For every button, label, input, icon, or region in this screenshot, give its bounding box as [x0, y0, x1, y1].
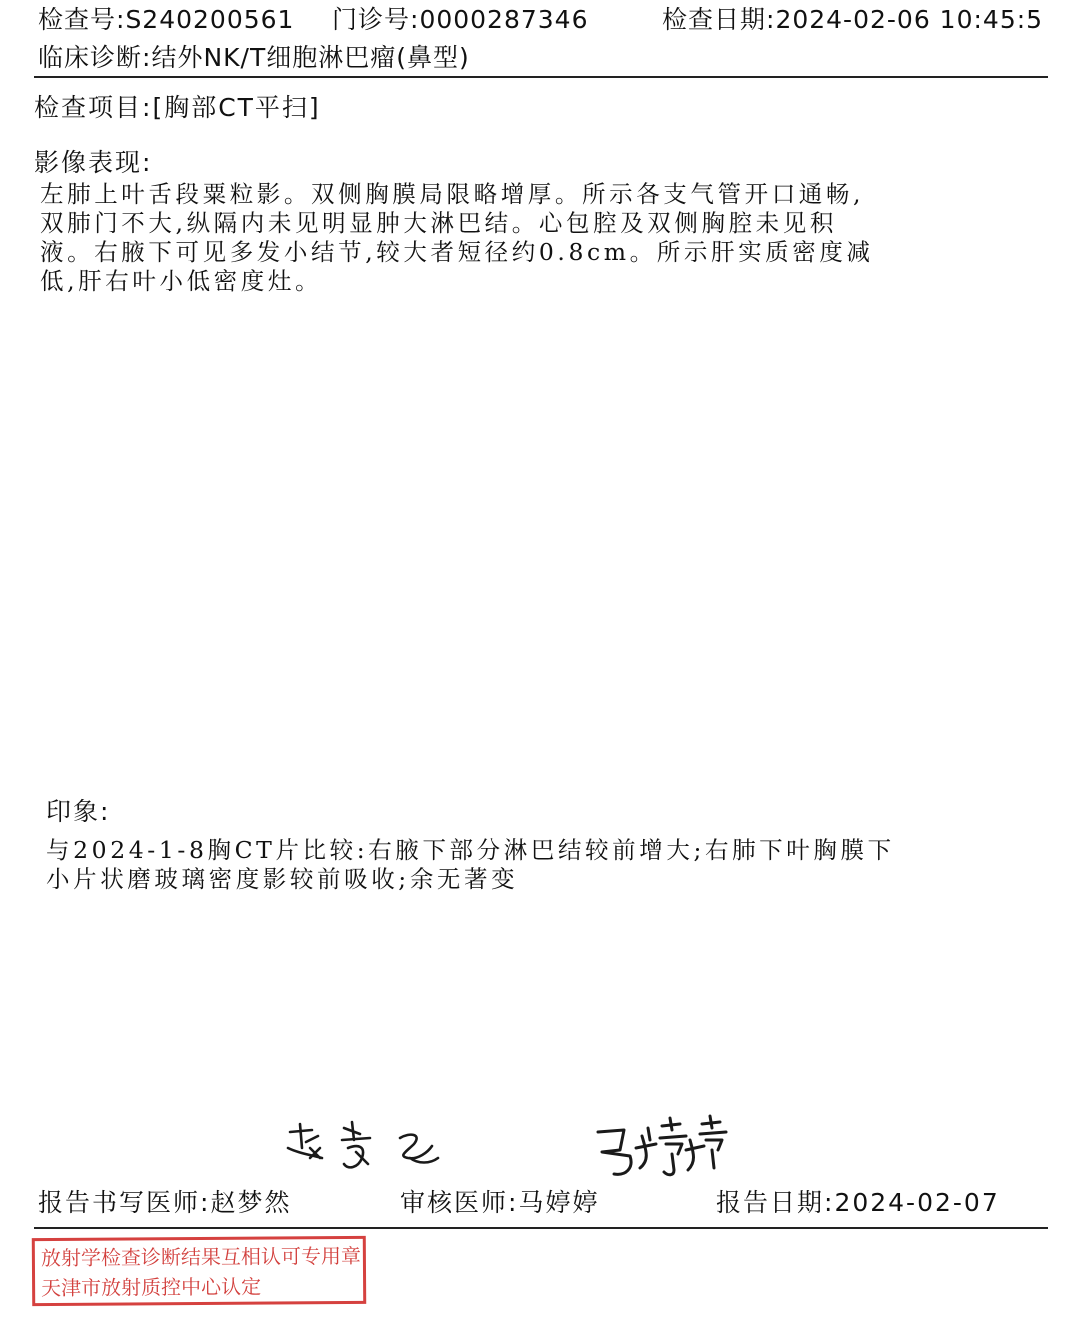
report-writer: [38, 1183, 291, 1219]
impression-line: 小片状磨玻璃密度影较前吸收;余无著变: [46, 865, 519, 893]
findings-line: 左肺上叶舌段粟粒影。双侧胸膜局限略增厚。所示各支气管开口通畅,: [40, 180, 865, 208]
clinic-number: [332, 0, 589, 36]
report-date-label: 报告日期:: [716, 1188, 835, 1217]
reviewer: [400, 1183, 599, 1219]
exam-date-label: 检查日期:: [662, 5, 776, 34]
stamp-line-1: 放射学检查诊断结果互相认可专用章: [40, 1243, 361, 1271]
exam-item: [34, 88, 321, 124]
writer-signature: [282, 1118, 452, 1182]
impression-line: 与2024-1-8胸CT片比较:右腋下部分淋巴结较前增大;右肺下叶胸膜下: [46, 836, 895, 864]
reviewer-name: 马婷婷: [518, 1188, 600, 1217]
exam-item-label: 检查项目:: [34, 93, 153, 122]
report-date-value: 2024-02-07: [834, 1188, 1000, 1217]
exam-number-label: 检查号:: [38, 5, 126, 34]
footer-divider: [34, 1227, 1048, 1229]
exam-date: [662, 0, 1043, 36]
stamp-line-2: 天津市放射质控中心认定: [41, 1274, 262, 1301]
clinical-diagnosis-value: 结外NK/T细胞淋巴瘤(鼻型): [151, 43, 470, 72]
impression-text: [46, 836, 1046, 894]
report-writer-label: 报告书写医师:: [38, 1188, 211, 1217]
report-writer-name: 赵梦然: [210, 1188, 292, 1217]
header-divider: [34, 76, 1048, 78]
clinical-diagnosis: [38, 38, 470, 74]
findings-line: 低,肝右叶小低密度灶。: [40, 267, 323, 295]
clinical-diagnosis-label: 临床诊断:: [38, 43, 152, 72]
exam-item-value: [胸部CT平扫]: [152, 93, 321, 122]
reviewer-signature: [590, 1110, 730, 1186]
findings-line: 液。右腋下可见多发小结节,较大者短径约0.8cm。所示肝实质密度减: [40, 238, 874, 266]
report-date: [716, 1183, 1000, 1219]
findings-line: 双肺门不大,纵隔内未见明显肿大淋巴结。心包腔及双侧胸腔未见积: [40, 209, 837, 237]
exam-number-value: S240200561: [125, 5, 295, 34]
certification-stamp: [32, 1236, 366, 1306]
findings-label: 影像表现:: [34, 148, 153, 177]
reviewer-label: 审核医师:: [400, 1188, 519, 1217]
findings-text: [40, 180, 1040, 296]
clinic-number-value: 0000287346: [419, 5, 589, 34]
clinic-number-label: 门诊号:: [332, 5, 420, 34]
impression-label: 印象:: [46, 797, 111, 826]
exam-number: [38, 0, 294, 36]
exam-date-value: 2024-02-06 10:45:5: [775, 5, 1044, 34]
